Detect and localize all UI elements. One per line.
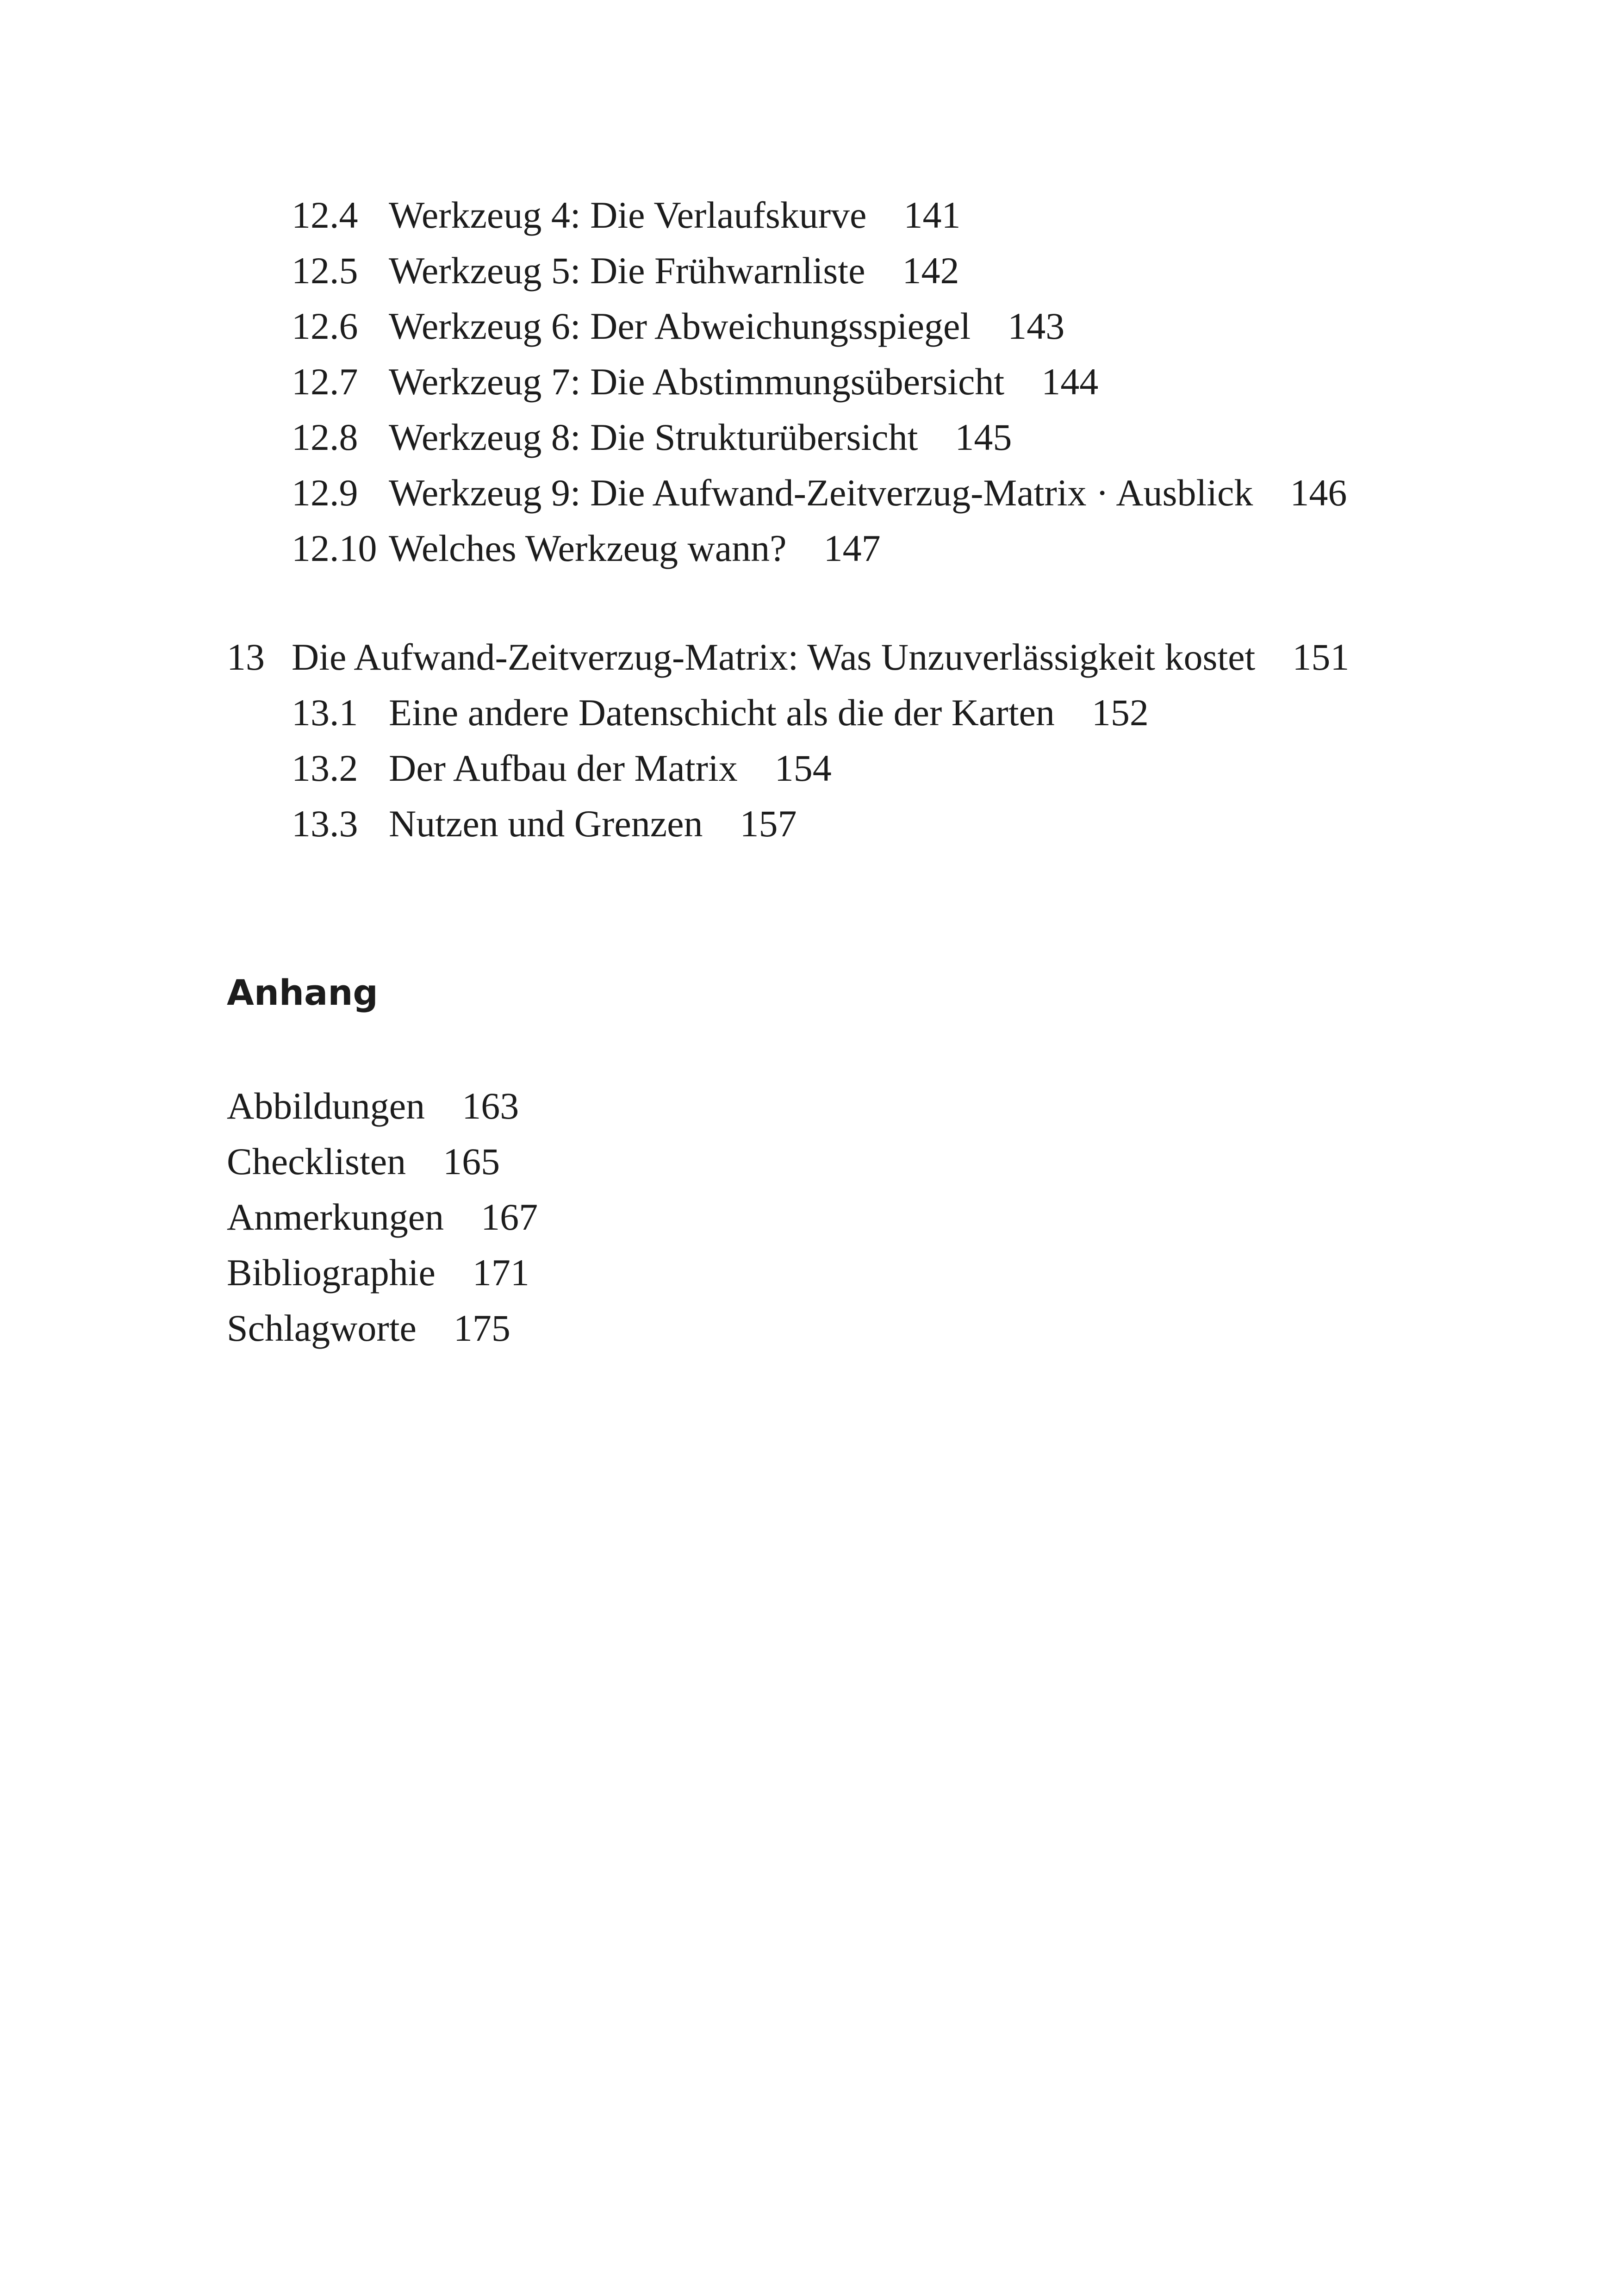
toc-entry[interactable] [0, 410, 1618, 465]
entry-title: Werkzeug 7: Die Abstimmungsübersicht 144 [389, 361, 1099, 403]
entry-page: 144 [1041, 361, 1099, 403]
toc-entry[interactable] [0, 465, 1618, 521]
entry-page: 142 [902, 249, 959, 292]
appendix-title: Schlagworte 175 [227, 1307, 510, 1349]
entry-number: 12.5 [292, 249, 358, 292]
entry-number: 12.7 [292, 361, 358, 403]
entry-title: Werkzeug 9: Die Aufwand-Zeitverzug-Matrix · Ausblick 146 [389, 472, 1347, 514]
appendix-page: 171 [472, 1251, 529, 1294]
toc-entry[interactable] [0, 354, 1618, 410]
chapter-number: 13 [227, 636, 265, 678]
appendix-page: 175 [453, 1307, 510, 1349]
entry-title: Eine andere Datenschicht als die der Karten 152 [389, 691, 1149, 734]
appendix-entry[interactable] [0, 1134, 1618, 1189]
appendix-title: Anmerkungen 167 [227, 1196, 538, 1238]
chapter-page: 151 [1292, 636, 1350, 678]
appendix-title: Checklisten 165 [227, 1140, 500, 1182]
appendix-page: 163 [462, 1085, 519, 1127]
chapter-title: Die Aufwand-Zeitverzug-Matrix: Was Unzuverlässigkeit kostet 151 [292, 636, 1350, 678]
entry-number: 13.1 [292, 691, 358, 734]
appendix-heading: Anhang [227, 972, 378, 1013]
entry-page: 143 [1008, 305, 1065, 347]
entry-title: Nutzen und Grenzen 157 [389, 803, 797, 845]
entry-number: 13.3 [292, 803, 358, 845]
appendix-page: 165 [443, 1140, 500, 1182]
entry-title: Werkzeug 8: Die Strukturübersicht 145 [389, 416, 1012, 458]
toc-entry[interactable] [0, 243, 1618, 299]
entry-title: Welches Werkzeug wann? 147 [389, 527, 881, 569]
chapter-13-block [0, 629, 1618, 852]
entry-page: 146 [1290, 472, 1347, 514]
entry-number: 13.2 [292, 747, 358, 789]
entry-page: 141 [903, 194, 961, 236]
entry-page: 147 [823, 527, 881, 569]
appendix-page: 167 [481, 1196, 538, 1238]
appendix-entry[interactable] [0, 1078, 1618, 1134]
entry-title: Werkzeug 5: Die Frühwarnliste 142 [389, 249, 959, 292]
entry-title: Werkzeug 4: Die Verlaufskurve 141 [389, 194, 961, 236]
appendix-entry[interactable] [0, 1245, 1618, 1300]
entry-page: 152 [1091, 691, 1149, 734]
toc-entry[interactable] [0, 521, 1618, 576]
appendix-title: Bibliographie 171 [227, 1251, 529, 1294]
appendix-entry[interactable] [0, 1300, 1618, 1356]
appendix-list [0, 1078, 1618, 1356]
entry-number: 12.4 [292, 194, 358, 236]
toc-entry[interactable] [0, 740, 1618, 796]
appendix-entry[interactable] [0, 1189, 1618, 1245]
entry-number: 12.6 [292, 305, 358, 347]
toc-entry[interactable] [0, 796, 1618, 852]
toc-entry[interactable] [0, 299, 1618, 354]
section-12-list [0, 187, 1618, 576]
entry-number: 12.9 [292, 472, 358, 514]
toc-entry[interactable] [0, 685, 1618, 740]
toc-chapter-entry[interactable] [0, 629, 1618, 685]
entry-number: 12.8 [292, 416, 358, 458]
entry-page: 154 [774, 747, 832, 789]
entry-title: Der Aufbau der Matrix 154 [389, 747, 832, 789]
entry-number: 12.10 [292, 527, 377, 569]
entry-page: 157 [740, 803, 797, 845]
entry-title: Werkzeug 6: Der Abweichungsspiegel 143 [389, 305, 1065, 347]
entry-page: 145 [955, 416, 1012, 458]
toc-entry[interactable] [0, 187, 1618, 243]
appendix-title: Abbildungen 163 [227, 1085, 519, 1127]
